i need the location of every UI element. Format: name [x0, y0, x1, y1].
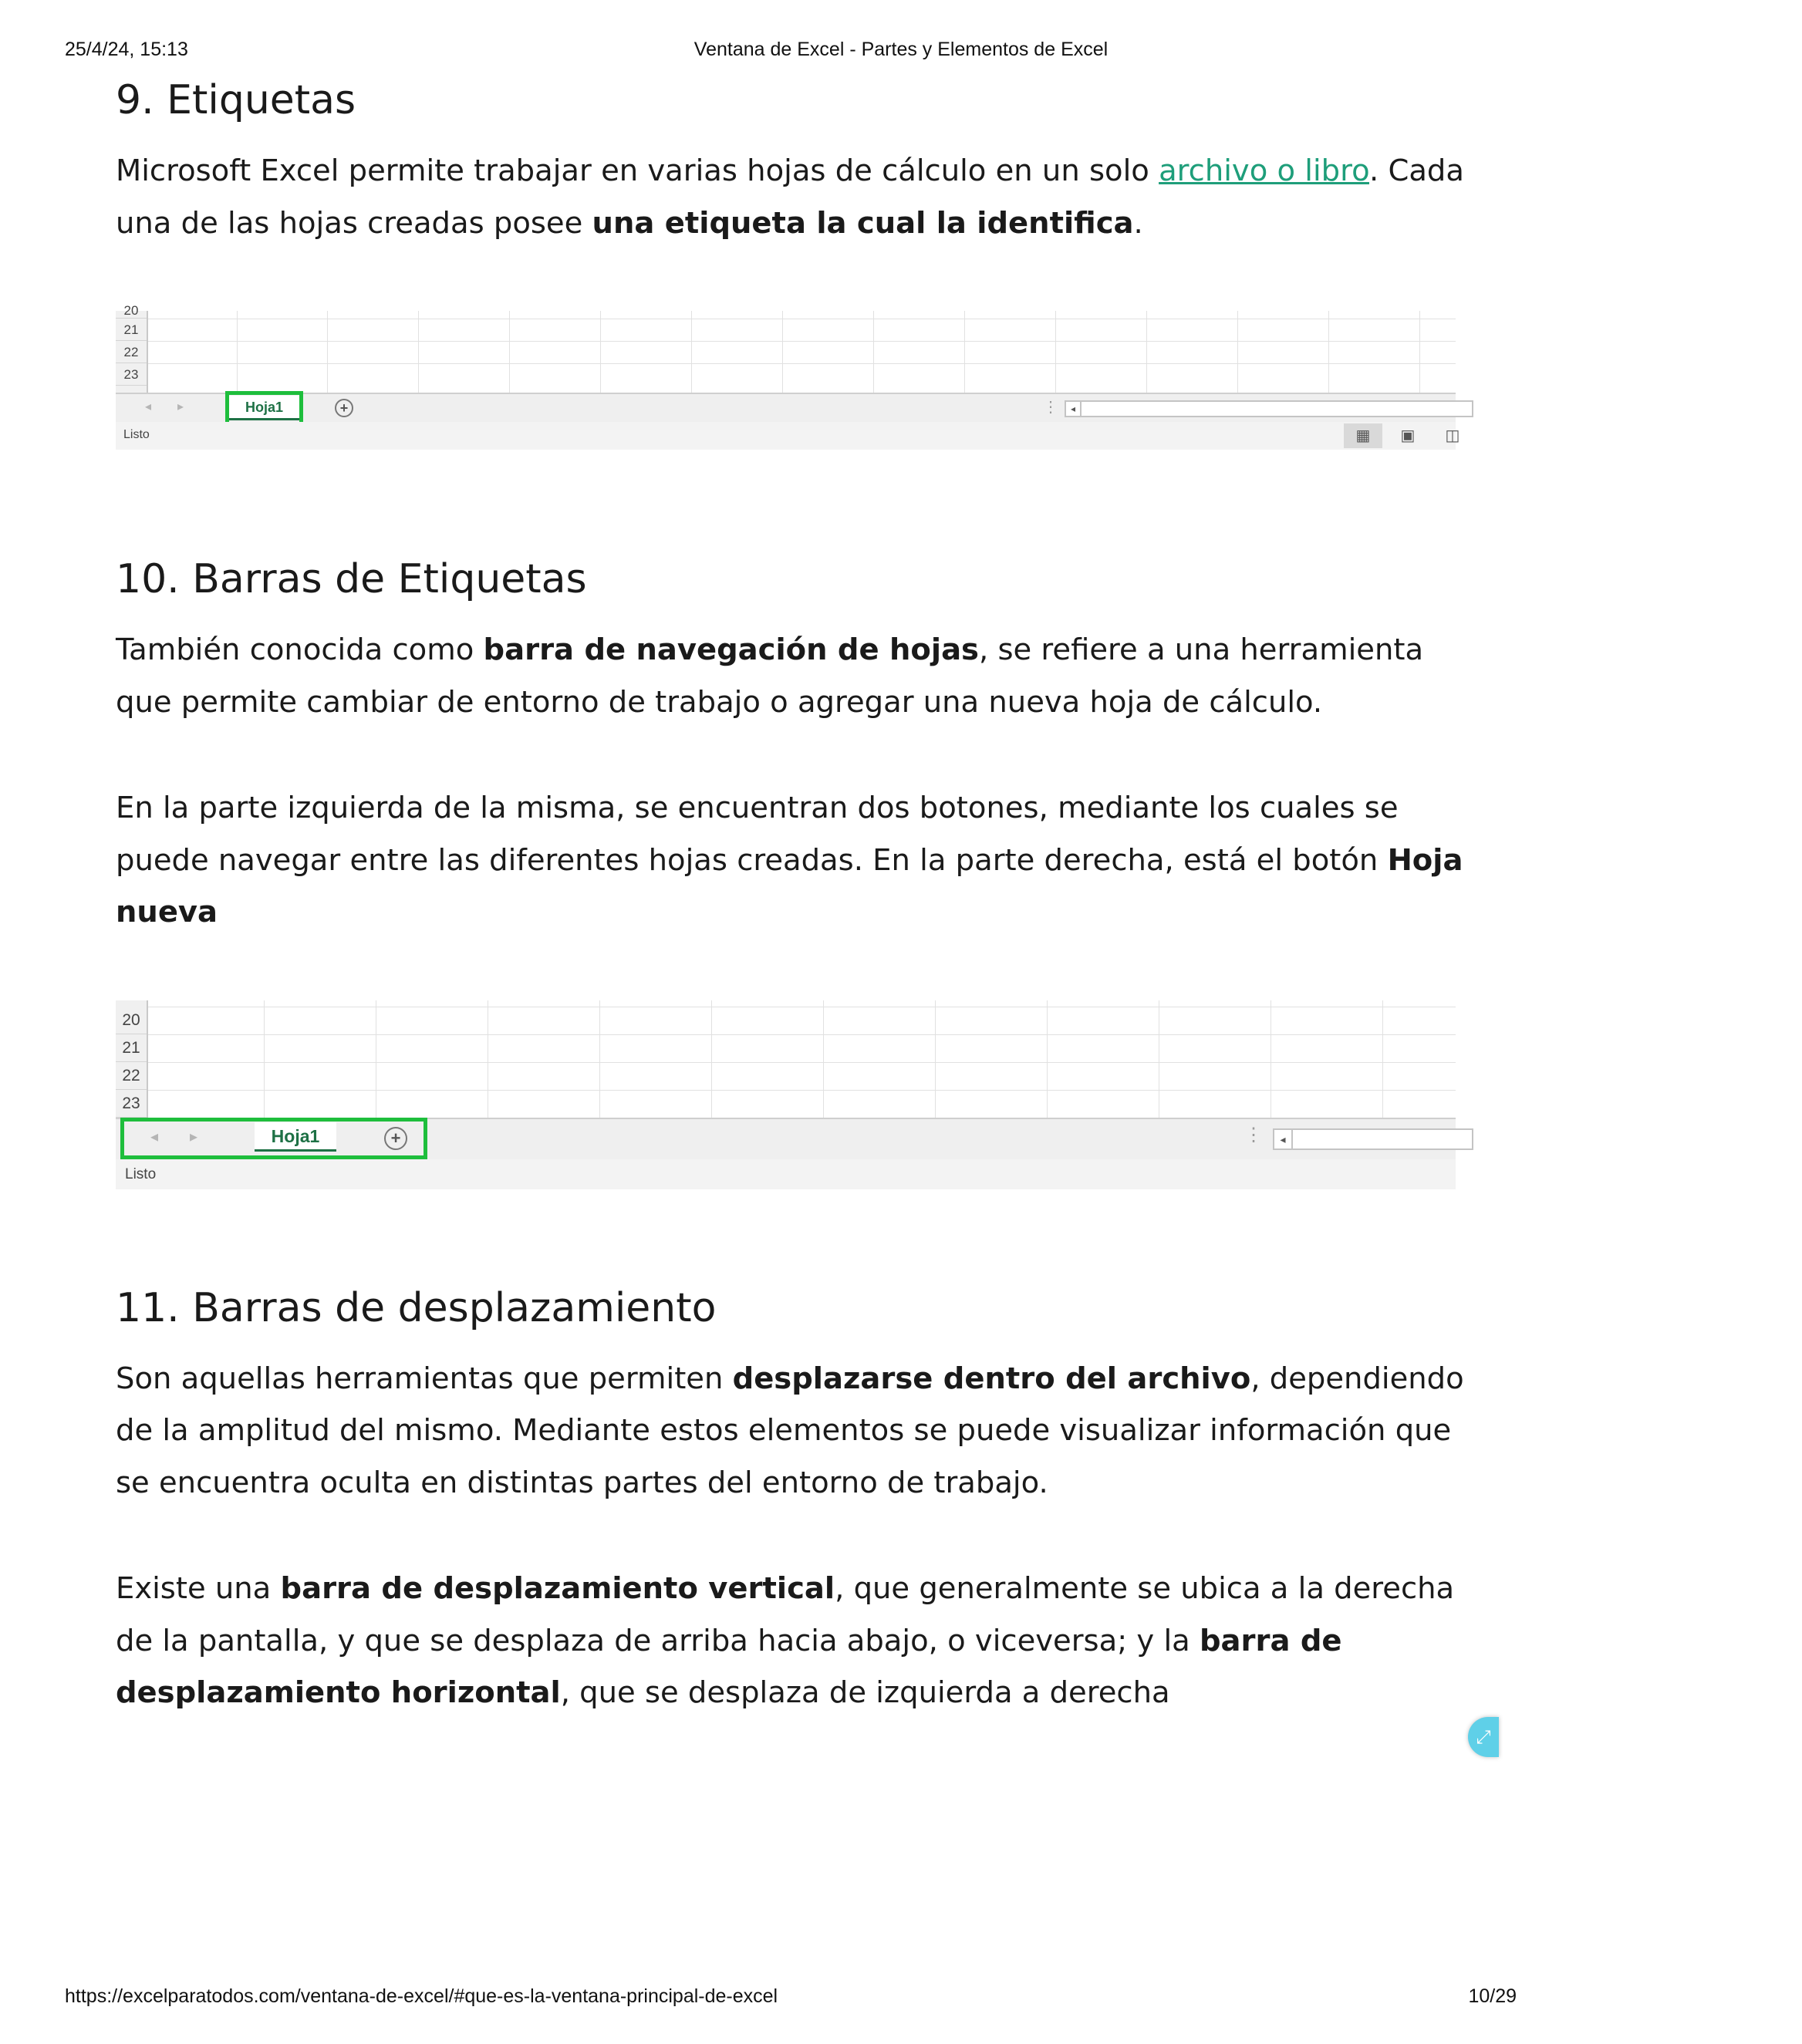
section-11-paragraph-2	[116, 1563, 1473, 1719]
grid-line	[782, 311, 783, 394]
print-title: Ventana de Excel - Partes y Elementos de Excel	[693, 39, 1109, 60]
grid-line	[1328, 311, 1329, 394]
grid-line	[1055, 311, 1056, 394]
text: , se refiere a una herramienta que permite cambiar de entorno de trabajo o agregar una nueva hoja de cálculo.	[116, 632, 1424, 720]
text: Son aquellas herramientas que permiten	[116, 1361, 733, 1396]
section-11-heading: 11. Barras de desplazamiento	[116, 1284, 717, 1331]
row-number: 21	[116, 1034, 147, 1062]
excel-screenshot-etiquetas	[116, 303, 1460, 450]
text: .	[1133, 205, 1143, 241]
status-bar	[116, 422, 1460, 450]
grid-line	[1146, 311, 1147, 394]
chevron-right-icon[interactable]: ▸	[190, 1128, 198, 1145]
row-number: 22	[116, 1062, 147, 1090]
expand-icon[interactable]: ⤢	[1468, 1717, 1499, 1757]
section-10-paragraph-2	[116, 782, 1473, 939]
page-number: 10/29	[1468, 1985, 1517, 2007]
highlight-box	[120, 1118, 427, 1159]
grid-line	[148, 341, 1456, 342]
normal-view-icon[interactable]: ▦	[1344, 423, 1382, 448]
page-url: https://excelparatodos.com/ventana-de-excel/#que-es-la-ventana-principal-de-excel	[65, 1985, 778, 2007]
grid-line	[418, 311, 419, 394]
grid-line	[1419, 311, 1420, 394]
archivo-libro-link[interactable]: archivo o libro	[1159, 153, 1369, 188]
row-number: 22	[116, 341, 147, 363]
sheet-tab-hoja1[interactable]: Hoja1	[228, 396, 301, 420]
print-footer	[0, 1985, 1580, 2012]
section-9-heading: 9. Etiquetas	[116, 77, 356, 123]
scroll-left-icon[interactable]: ◂	[1066, 402, 1082, 416]
row-number: 20	[116, 1007, 147, 1034]
text: . Cada una de las hojas creadas posee	[116, 153, 1464, 241]
grid-line	[691, 311, 692, 394]
chevron-left-icon[interactable]: ◂	[150, 1128, 159, 1145]
bold-text: desplazarse dentro del archivo	[732, 1361, 1251, 1396]
text: , que generalmente se ubica a la derecha de la pantalla, y que se desplaza de arriba hacia abajo, o viceversa; y la	[116, 1571, 1455, 1658]
bold-text: una etiqueta la cual la identifica	[592, 205, 1134, 241]
section-10-paragraph-1	[116, 624, 1473, 728]
plus-circle-icon[interactable]: +	[384, 1127, 407, 1150]
article-content	[116, 71, 1473, 1806]
section-9-paragraph	[116, 145, 1473, 249]
text: En la parte izquierda de la misma, se encuentran dos botones, mediante los cuales se puede navegar entre las diferentes hojas creadas. En la parte derecha, está el botón	[116, 791, 1399, 878]
print-datetime: 25/4/24, 15:13	[65, 39, 188, 60]
bold-text: barra de desplazamiento horizontal	[116, 1623, 1342, 1710]
grid-line	[327, 311, 328, 394]
print-header	[0, 39, 1580, 65]
row-number: 23	[116, 363, 147, 386]
bold-text: Hoja nueva	[116, 842, 1463, 929]
row-number: 21	[116, 319, 147, 341]
plus-circle-icon[interactable]: +	[335, 399, 353, 417]
status-text: Listo	[123, 428, 150, 441]
grid-line	[237, 311, 238, 394]
grid-line	[1237, 311, 1238, 394]
page-break-icon[interactable]: ◫	[1445, 427, 1460, 444]
grid-line	[823, 1000, 824, 1118]
text: También conocida como	[116, 632, 484, 667]
sheet-tab-hoja1[interactable]: Hoja1	[255, 1122, 336, 1152]
sheet-tab-bar	[116, 393, 1456, 423]
grid-line	[148, 1034, 1456, 1035]
page-layout-icon[interactable]: ▣	[1400, 427, 1416, 444]
grid-line	[1382, 1000, 1383, 1118]
bold-text: barra de navegación de hojas	[483, 632, 979, 667]
excel-screenshot-barra-etiquetas	[116, 1000, 1456, 1189]
row-number: 23	[116, 1090, 147, 1118]
grid-line	[264, 1000, 265, 1118]
bold-text: barra de desplazamiento vertical	[280, 1571, 835, 1606]
scroll-left-icon[interactable]: ◂	[1274, 1130, 1293, 1148]
grid-line	[509, 311, 510, 394]
splitter-dots[interactable]: ⋮	[1244, 1124, 1263, 1145]
text: , dependiendo de la amplitud del mismo. Mediante estos elementos se puede visualizar información que se encuentra oculta en distintas partes del entorno de trabajo.	[116, 1361, 1464, 1500]
horizontal-scrollbar[interactable]	[1065, 400, 1473, 417]
grid-line	[711, 1000, 712, 1118]
status-text: Listo	[125, 1165, 157, 1182]
row-number: 20	[116, 303, 147, 319]
grid-line	[873, 311, 874, 394]
grid-line	[964, 311, 965, 394]
section-11-paragraph-1	[116, 1353, 1473, 1509]
status-bar	[116, 1159, 1456, 1189]
section-10-heading: 10. Barras de Etiquetas	[116, 556, 587, 602]
text: Existe una	[116, 1571, 281, 1606]
grid-line	[1047, 1000, 1048, 1118]
grid-line	[600, 311, 601, 394]
text: , que se desplaza de izquierda a derecha	[560, 1675, 1170, 1710]
chevron-left-icon[interactable]: ◂	[145, 400, 152, 413]
grid-line	[148, 1062, 1456, 1063]
grid-line	[148, 363, 1456, 364]
chevron-right-icon[interactable]: ▸	[177, 400, 184, 413]
grid-line	[148, 1090, 1456, 1091]
splitter-dots[interactable]: ⋮	[1043, 399, 1058, 416]
grid-line	[935, 1000, 936, 1118]
horizontal-scrollbar[interactable]	[1273, 1128, 1473, 1150]
text: Microsoft Excel permite trabajar en varias hojas de cálculo en un solo	[116, 153, 1159, 188]
grid-line	[599, 1000, 600, 1118]
